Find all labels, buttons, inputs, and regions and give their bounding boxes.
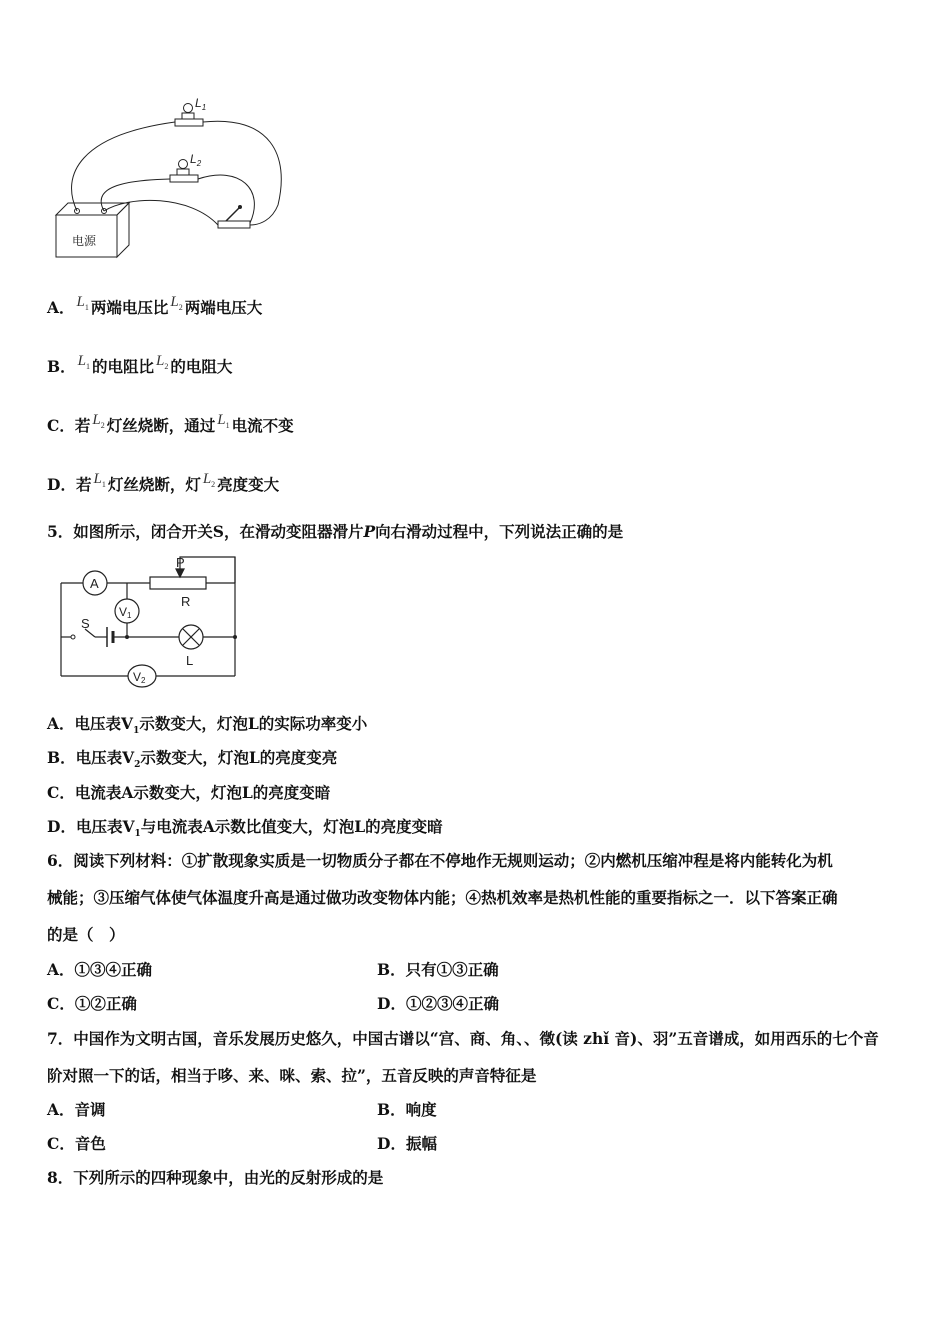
switch-label-s: S [81,616,90,631]
voltmeter-v2-label: V2 [133,670,146,685]
q4-option-a: A． $L_1$ 两端电压比 $L_2$ 两端电压大 [47,294,263,317]
q7-line-2: 阶对照一下的话，相当于哆、来、咪、索、拉”，五音反映的声音特征是 [47,1066,537,1085]
q6-option-d: D．①②③④正确 [377,994,499,1013]
slider-label-p: P [176,555,185,570]
voltmeter-v1-label: V1 [119,605,132,620]
q6-line-3: 的是（ ） [47,925,125,944]
q7-option-d: D．振幅 [377,1134,437,1153]
power-label: 电源 [72,234,97,248]
q7-option-a: A．音调 [47,1100,106,1119]
q6-line-2: 械能；③压缩气体使气体温度升高是通过做功改变物体内能；④热机效率是热机性能的重要指标之一．以下答案正确 [47,888,838,907]
rheostat-label-r: R [181,594,191,609]
q8-stem: 8．下列所示的四种现象中，由光的反射形成的是 [47,1168,384,1187]
q6-option-a: A．①③④正确 [47,960,153,979]
bulb-label-l: L [186,653,194,668]
label-l2: $L_2$ [190,152,202,168]
q5-option-a: A．电压表$V_1$示数变大，灯泡L的实际功率变小 [47,714,368,737]
circuit-figure-2 [55,553,245,693]
q5-option-d: D．电压表$V_1$与电流表A示数比值变大，灯泡L的亮度变暗 [47,817,443,840]
q4-option-d: D．若 $L_1$ 灯丝烧断，灯 $L_2$ 亮度变大 [47,471,280,494]
q6-option-c: C．①②正确 [47,994,137,1013]
q6-line-1: 6．阅读下列材料：①扩散现象实质是一切物质分子都在不停地作无规则运动；②内燃机压缩冲程是将内能转化为机 [47,851,833,870]
circuit-figure-1 [40,95,300,265]
q6-option-b: B．只有①③正确 [377,960,499,979]
ammeter-label: A [90,576,99,591]
q5-option-b: B．电压表$V_2$示数变大，灯泡L的亮度变亮 [47,748,338,771]
label-l1: $L_1$ [195,96,207,112]
q5-option-c: C．电流表A示数变大，灯泡L的亮度变暗 [47,783,331,802]
q7-line-1: 7．中国作为文明古国，音乐发展历史悠久，中国古谱以“宫、商、角、、徵(读 zhǐ 音)、羽”五音谱成，如用西乐的七个音 [47,1029,879,1048]
q4-option-c: C．若 $L_2$ 灯丝烧断，通过 $L_1$ 电流不变 [47,412,294,435]
q5-stem: 5．如图所示，闭合开关S，在滑动变阻器滑片P向右滑动过程中，下列说法正确的是 [47,522,624,541]
q4-option-b: B． $L_1$ 的电阻比 $L_2$ 的电阻大 [47,353,233,376]
q7-option-c: C．音色 [47,1134,106,1153]
q7-option-b: B．响度 [377,1100,437,1119]
